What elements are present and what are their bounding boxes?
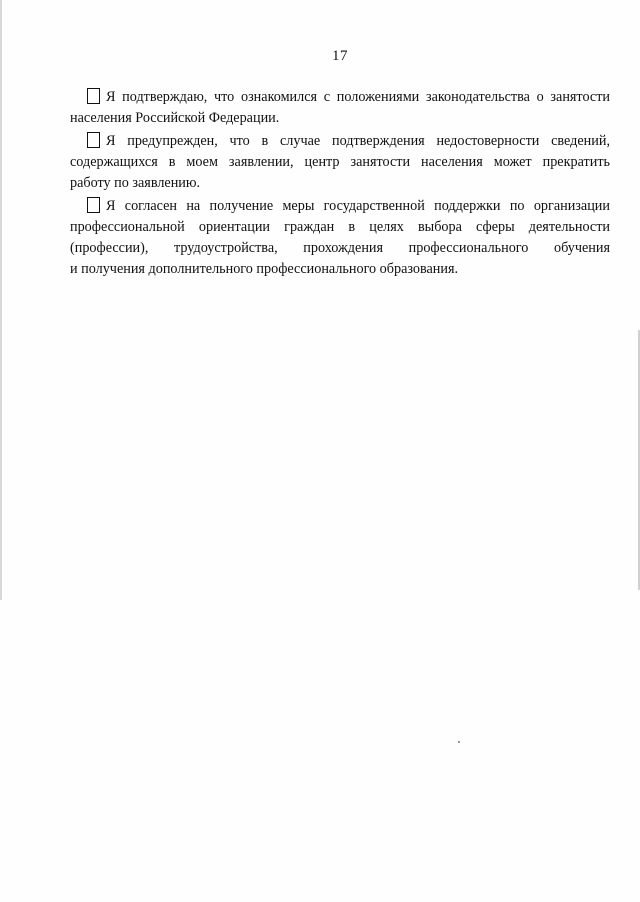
statement-3-line-2: профессиональной ориентации граждан в целях выбора сферы деятельности [70,219,610,235]
statement-3-line-3: (профессии), трудоустройства, прохождения профессионального обучения [70,240,610,256]
page-number: 17 [332,48,348,64]
statement-1-line-2: населения Российской Федерации. [70,110,280,126]
statement-1-line-1: Я подтверждаю, что ознакомился с положениями законодательства о занятости [70,87,610,108]
statement-2-line-1: Я предупрежден, что в случае подтверждения недостоверности сведений, [70,131,610,152]
statement-3-line-4: и получения дополнительного профессионального образования. [70,261,459,277]
statement-2-line-3: работу по заявлению. [70,175,201,191]
statement-1-checkbox[interactable] [87,88,100,104]
scan-edge-left [0,0,2,600]
statement-3 [70,196,610,280]
statement-2-checkbox[interactable] [87,132,100,148]
statement-1 [70,87,610,129]
statement-3-checkbox[interactable] [87,197,100,213]
statement-2-line-2: содержащихся в моем заявлении, центр занятости населения может прекратить [70,154,610,170]
statement-2 [70,131,610,194]
statement-3-line-1: Я согласен на получение меры государственной поддержки по организации [70,196,610,217]
scan-speck [458,741,460,743]
